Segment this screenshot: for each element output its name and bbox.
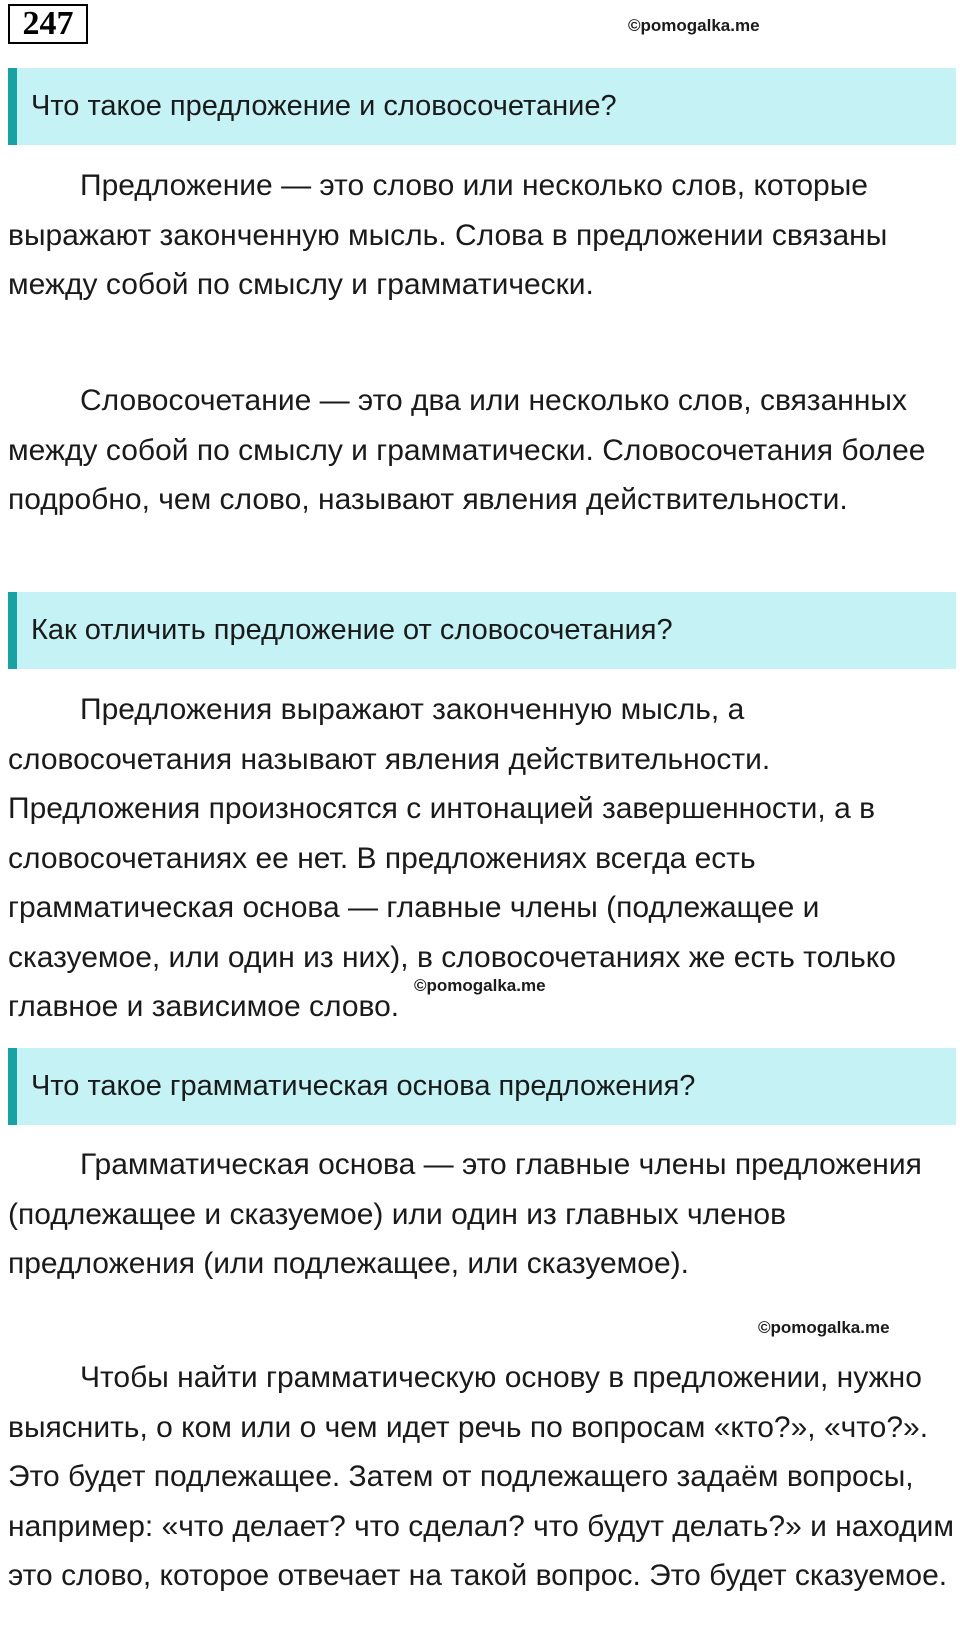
watermark: ©pomogalka.me xyxy=(758,1318,890,1337)
paragraph: Предложение — это слово или несколько слов, которые выражают законченную мысль. Слова в предложении связаны между собой по смыслу и грамматически. xyxy=(8,169,888,301)
task-number: 247 xyxy=(8,4,88,44)
question-text: Что такое грамматическая основа предложения? xyxy=(31,1070,696,1102)
watermark: ©pomogalka.me xyxy=(414,976,546,995)
paragraph: Словосочетание — это два или несколько слов, связанных между собой по смыслу и грамматически. Словосочетания более подробно, чем слово, называют явления действительности. xyxy=(8,384,926,516)
question-text: Что такое предложение и словосочетание? xyxy=(31,90,617,122)
question-banner xyxy=(8,68,956,145)
watermark: ©pomogalka.me xyxy=(628,16,760,35)
paragraph: Предложения выражают законченную мысль, а словосочетания называют явления действительности. Предложения произносятся с интонацией завершенности, а в словосочетаниях ее нет. В предложениях всегда есть грамматическая основа — главные члены (подлежащее и сказуемое, или один из них), в словосочетаниях же есть только главное и зависимое слово. xyxy=(8,693,896,1023)
question-banner xyxy=(8,1048,956,1125)
paragraph: Чтобы найти грамматическую основу в предложении, нужно выяснить, о ком или о чем идет речь по вопросам «кто?», «что?». Это будет подлежащее. Затем от подлежащего задаём вопросы, например: «что делает? что сделал? что будут делать?» и находим это слово, которое отвечает на такой вопрос. Это будет сказуемое. xyxy=(8,1361,955,1592)
paragraph: Грамматическая основа — это главные члены предложения (подлежащее и сказуемое) или один из главных членов предложения (или подлежащее, или сказуемое). xyxy=(8,1148,922,1280)
question-banner xyxy=(8,592,956,669)
question-text: Как отличить предложение от словосочетания? xyxy=(31,614,673,646)
